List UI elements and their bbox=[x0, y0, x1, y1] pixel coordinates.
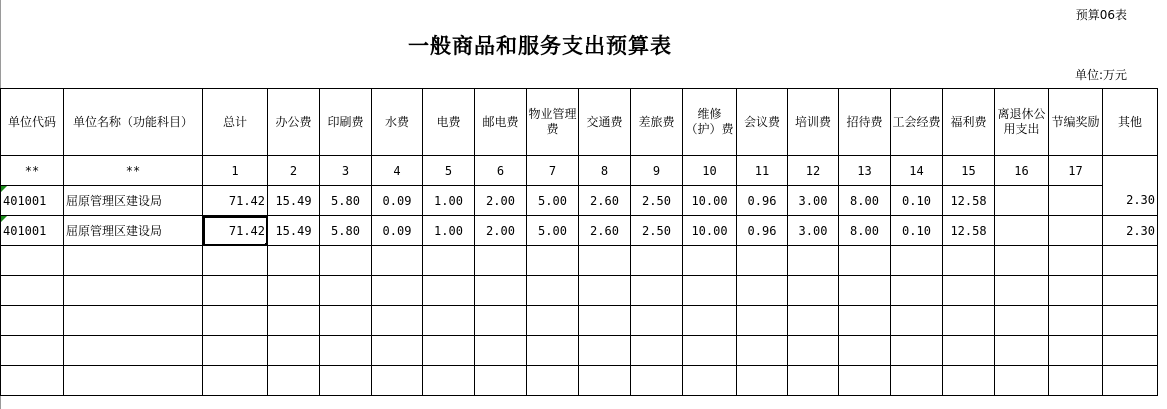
empty-cell[interactable] bbox=[631, 306, 683, 336]
cell-text: 401001 bbox=[3, 223, 47, 238]
cell-text: 71.42 bbox=[228, 223, 265, 238]
empty-cell[interactable] bbox=[683, 336, 737, 366]
cell-text: 5.00 bbox=[538, 193, 567, 208]
value-cell[interactable] bbox=[372, 216, 423, 246]
empty-cell[interactable] bbox=[1049, 276, 1103, 306]
cell-text: 2.50 bbox=[642, 223, 671, 238]
value-cell[interactable] bbox=[995, 216, 1049, 246]
empty-cell[interactable] bbox=[64, 246, 203, 276]
empty-cell[interactable] bbox=[683, 276, 737, 306]
empty-cell[interactable] bbox=[1, 276, 64, 306]
empty-cell[interactable] bbox=[1, 366, 64, 396]
empty-cell[interactable] bbox=[995, 306, 1049, 336]
empty-cell[interactable] bbox=[995, 246, 1049, 276]
column-header: 水费 bbox=[372, 89, 423, 156]
index-cell: 15 bbox=[943, 156, 995, 186]
index-cell: 10 bbox=[683, 156, 737, 186]
form-number: 预算06表 bbox=[1075, 8, 1127, 22]
cell-text: 0.10 bbox=[902, 193, 931, 208]
empty-cell[interactable] bbox=[579, 246, 631, 276]
cell-text: 8.00 bbox=[850, 193, 879, 208]
empty-cell[interactable] bbox=[1049, 336, 1103, 366]
index-cell: ** bbox=[1, 156, 64, 186]
cell-text: 3.00 bbox=[798, 193, 828, 208]
value-cell[interactable] bbox=[943, 216, 995, 246]
empty-row bbox=[1, 276, 1158, 306]
empty-cell[interactable] bbox=[1049, 306, 1103, 336]
column-header: 福利费 bbox=[943, 89, 995, 156]
empty-cell[interactable] bbox=[320, 246, 372, 276]
value-cell[interactable] bbox=[423, 186, 475, 216]
index-cell: 3 bbox=[320, 156, 372, 186]
unit-name-cell[interactable] bbox=[64, 216, 203, 246]
empty-cell[interactable] bbox=[737, 306, 788, 336]
empty-cell[interactable] bbox=[631, 366, 683, 396]
cell-text: 1.00 bbox=[434, 223, 463, 238]
empty-cell[interactable] bbox=[943, 276, 995, 306]
value-cell[interactable] bbox=[683, 216, 737, 246]
empty-cell[interactable] bbox=[579, 336, 631, 366]
column-header: 维修（护）费 bbox=[683, 89, 737, 156]
value-cell[interactable] bbox=[943, 186, 995, 216]
value-cell[interactable] bbox=[475, 216, 527, 246]
value-cell[interactable] bbox=[320, 216, 372, 246]
value-cell[interactable] bbox=[268, 186, 320, 216]
index-cell: 17 bbox=[1049, 156, 1103, 186]
unit-code-cell[interactable] bbox=[1, 186, 64, 216]
cell-text: 3.00 bbox=[798, 223, 828, 238]
empty-cell[interactable] bbox=[788, 366, 839, 396]
column-header: 物业管理费 bbox=[527, 89, 579, 156]
empty-cell[interactable] bbox=[788, 246, 839, 276]
empty-cell[interactable] bbox=[1049, 246, 1103, 276]
page-title: 一般商品和服务支出预算表 bbox=[408, 33, 672, 58]
cell-text: 2.00 bbox=[486, 223, 515, 238]
index-cell: 1 bbox=[203, 156, 268, 186]
cell-text: 0.10 bbox=[902, 223, 931, 238]
column-header: 会议费 bbox=[737, 89, 788, 156]
empty-cell[interactable] bbox=[737, 366, 788, 396]
empty-cell[interactable] bbox=[475, 246, 527, 276]
empty-cell[interactable] bbox=[203, 306, 268, 336]
cell-text: 5.80 bbox=[331, 223, 360, 238]
empty-cell[interactable] bbox=[737, 246, 788, 276]
empty-row bbox=[1, 246, 1158, 276]
value-cell[interactable] bbox=[1049, 186, 1103, 216]
value-cell[interactable] bbox=[788, 216, 839, 246]
cell-text: 2.50 bbox=[642, 193, 671, 208]
value-cell[interactable] bbox=[839, 186, 891, 216]
column-header: 离退休公用支出 bbox=[995, 89, 1049, 156]
empty-cell[interactable] bbox=[891, 306, 943, 336]
cell-text: 8.00 bbox=[850, 223, 879, 238]
value-cell[interactable] bbox=[579, 216, 631, 246]
empty-cell[interactable] bbox=[372, 336, 423, 366]
empty-cell[interactable] bbox=[943, 246, 995, 276]
empty-cell[interactable] bbox=[1103, 276, 1158, 306]
cell-text: 15.49 bbox=[275, 223, 312, 238]
empty-cell[interactable] bbox=[320, 366, 372, 396]
value-cell[interactable] bbox=[995, 186, 1049, 216]
empty-cell[interactable] bbox=[527, 366, 579, 396]
empty-cell[interactable] bbox=[372, 276, 423, 306]
column-header: 交通费 bbox=[579, 89, 631, 156]
empty-cell[interactable] bbox=[631, 246, 683, 276]
column-header: 电费 bbox=[423, 89, 475, 156]
cell-text: 401001 bbox=[3, 193, 47, 208]
empty-cell[interactable] bbox=[788, 306, 839, 336]
empty-cell[interactable] bbox=[372, 246, 423, 276]
index-cell: 5 bbox=[423, 156, 475, 186]
index-cell: 16 bbox=[995, 156, 1049, 186]
empty-cell[interactable] bbox=[527, 246, 579, 276]
empty-cell[interactable] bbox=[788, 336, 839, 366]
value-cell[interactable] bbox=[683, 186, 737, 216]
cell-text: 10.00 bbox=[691, 193, 728, 208]
index-row bbox=[1, 156, 1158, 186]
empty-cell[interactable] bbox=[839, 366, 891, 396]
column-header: 差旅费 bbox=[631, 89, 683, 156]
cell-text: 1.00 bbox=[434, 193, 463, 208]
empty-cell[interactable] bbox=[372, 306, 423, 336]
cell-text: 2.00 bbox=[486, 193, 515, 208]
value-cell[interactable] bbox=[631, 186, 683, 216]
index-cell bbox=[1103, 156, 1158, 186]
empty-row bbox=[1, 336, 1158, 366]
value-cell[interactable] bbox=[527, 186, 579, 216]
empty-cell[interactable] bbox=[268, 246, 320, 276]
value-cell[interactable] bbox=[1103, 186, 1158, 216]
empty-cell[interactable] bbox=[268, 366, 320, 396]
empty-cell[interactable] bbox=[372, 366, 423, 396]
empty-cell[interactable] bbox=[527, 306, 579, 336]
column-header: 单位代码 bbox=[1, 89, 64, 156]
empty-cell[interactable] bbox=[527, 336, 579, 366]
column-header: 其他 bbox=[1103, 89, 1158, 156]
column-header: 工会经费 bbox=[891, 89, 943, 156]
column-header: 培训费 bbox=[788, 89, 839, 156]
empty-cell[interactable] bbox=[1103, 246, 1158, 276]
empty-cell[interactable] bbox=[475, 336, 527, 366]
cell-text: 71.42 bbox=[228, 193, 265, 208]
empty-cell[interactable] bbox=[64, 366, 203, 396]
index-cell: 7 bbox=[527, 156, 579, 186]
empty-cell[interactable] bbox=[475, 366, 527, 396]
value-cell[interactable] bbox=[320, 186, 372, 216]
column-header: 总计 bbox=[203, 89, 268, 156]
value-cell[interactable] bbox=[527, 216, 579, 246]
value-cell[interactable] bbox=[891, 216, 943, 246]
empty-cell[interactable] bbox=[631, 336, 683, 366]
column-header: 邮电费 bbox=[475, 89, 527, 156]
empty-cell[interactable] bbox=[631, 276, 683, 306]
empty-cell[interactable] bbox=[475, 276, 527, 306]
empty-cell[interactable] bbox=[995, 366, 1049, 396]
error-indicator-icon bbox=[1, 216, 7, 222]
empty-cell[interactable] bbox=[579, 276, 631, 306]
empty-cell[interactable] bbox=[203, 246, 268, 276]
empty-cell[interactable] bbox=[423, 336, 475, 366]
cell-text: 0.09 bbox=[382, 223, 412, 238]
column-header: 单位名称（功能科目） bbox=[64, 89, 203, 156]
cell-text: 屈原管理区建设局 bbox=[66, 194, 163, 208]
empty-cell[interactable] bbox=[64, 336, 203, 366]
empty-cell[interactable] bbox=[1103, 366, 1158, 396]
empty-cell[interactable] bbox=[423, 366, 475, 396]
index-cell: 11 bbox=[737, 156, 788, 186]
empty-cell[interactable] bbox=[320, 306, 372, 336]
value-cell[interactable] bbox=[1103, 216, 1158, 246]
value-cell[interactable] bbox=[788, 186, 839, 216]
empty-cell[interactable] bbox=[203, 366, 268, 396]
empty-cell[interactable] bbox=[1, 246, 64, 276]
empty-cell[interactable] bbox=[683, 366, 737, 396]
value-cell[interactable] bbox=[631, 216, 683, 246]
empty-cell[interactable] bbox=[891, 246, 943, 276]
value-cell[interactable] bbox=[579, 186, 631, 216]
empty-cell[interactable] bbox=[737, 276, 788, 306]
empty-cell[interactable] bbox=[423, 246, 475, 276]
unit-name-cell[interactable] bbox=[64, 186, 203, 216]
empty-cell[interactable] bbox=[579, 306, 631, 336]
value-cell[interactable] bbox=[839, 216, 891, 246]
cell-text: 2.30 bbox=[1126, 193, 1155, 208]
empty-row bbox=[1, 366, 1158, 396]
empty-cell[interactable] bbox=[1, 336, 64, 366]
cell-text: 5.00 bbox=[538, 223, 567, 238]
empty-cell[interactable] bbox=[788, 276, 839, 306]
empty-cell[interactable] bbox=[1049, 366, 1103, 396]
empty-cell[interactable] bbox=[839, 276, 891, 306]
empty-cell[interactable] bbox=[579, 366, 631, 396]
column-header: 招待费 bbox=[839, 89, 891, 156]
empty-cell[interactable] bbox=[527, 276, 579, 306]
cell-text: 2.60 bbox=[590, 193, 619, 208]
table-row bbox=[1, 186, 1158, 216]
empty-cell[interactable] bbox=[423, 306, 475, 336]
index-cell: 12 bbox=[788, 156, 839, 186]
budget-table bbox=[0, 88, 1158, 396]
empty-row bbox=[1, 306, 1158, 336]
value-cell[interactable] bbox=[372, 186, 423, 216]
index-cell: 2 bbox=[268, 156, 320, 186]
cell-text: 12.58 bbox=[950, 193, 987, 208]
empty-cell[interactable] bbox=[1103, 336, 1158, 366]
value-cell[interactable] bbox=[737, 186, 788, 216]
cell-text: 12.58 bbox=[950, 223, 987, 238]
column-header: 节编奖励 bbox=[1049, 89, 1103, 156]
value-cell[interactable] bbox=[475, 186, 527, 216]
empty-cell[interactable] bbox=[995, 276, 1049, 306]
empty-cell[interactable] bbox=[320, 276, 372, 306]
empty-cell[interactable] bbox=[475, 306, 527, 336]
cell-text: 2.30 bbox=[1126, 223, 1155, 238]
empty-cell[interactable] bbox=[891, 336, 943, 366]
selected-cell[interactable] bbox=[203, 216, 268, 246]
empty-cell[interactable] bbox=[891, 276, 943, 306]
empty-cell[interactable] bbox=[943, 336, 995, 366]
cell-text: 0.96 bbox=[747, 193, 777, 208]
unit-label: 单位:万元 bbox=[1074, 68, 1127, 82]
index-cell: 4 bbox=[372, 156, 423, 186]
unit-code-cell[interactable] bbox=[1, 216, 64, 246]
index-cell: 8 bbox=[579, 156, 631, 186]
value-cell[interactable] bbox=[203, 186, 268, 216]
empty-cell[interactable] bbox=[943, 366, 995, 396]
value-cell[interactable] bbox=[737, 216, 788, 246]
empty-cell[interactable] bbox=[64, 276, 203, 306]
error-indicator-icon bbox=[1, 186, 7, 192]
empty-cell[interactable] bbox=[1103, 306, 1158, 336]
index-cell: 14 bbox=[891, 156, 943, 186]
empty-cell[interactable] bbox=[320, 336, 372, 366]
empty-cell[interactable] bbox=[839, 306, 891, 336]
empty-cell[interactable] bbox=[203, 336, 268, 366]
empty-cell[interactable] bbox=[737, 336, 788, 366]
empty-cell[interactable] bbox=[203, 276, 268, 306]
column-header: 印刷费 bbox=[320, 89, 372, 156]
empty-cell[interactable] bbox=[683, 306, 737, 336]
empty-cell[interactable] bbox=[268, 336, 320, 366]
empty-cell[interactable] bbox=[839, 336, 891, 366]
cell-text: 5.80 bbox=[331, 193, 360, 208]
value-cell[interactable] bbox=[268, 216, 320, 246]
index-cell: ** bbox=[64, 156, 203, 186]
empty-cell[interactable] bbox=[839, 246, 891, 276]
empty-cell[interactable] bbox=[891, 366, 943, 396]
cell-text: 15.49 bbox=[275, 193, 312, 208]
empty-cell[interactable] bbox=[1, 306, 64, 336]
index-cell: 6 bbox=[475, 156, 527, 186]
index-cell: 13 bbox=[839, 156, 891, 186]
empty-cell[interactable] bbox=[268, 276, 320, 306]
cell-text: 屈原管理区建设局 bbox=[66, 224, 163, 238]
cell-text: 0.09 bbox=[382, 193, 412, 208]
value-cell[interactable] bbox=[1049, 216, 1103, 246]
value-cell[interactable] bbox=[423, 216, 475, 246]
empty-cell[interactable] bbox=[64, 306, 203, 336]
cell-text: 10.00 bbox=[691, 223, 728, 238]
empty-cell[interactable] bbox=[943, 306, 995, 336]
index-cell: 9 bbox=[631, 156, 683, 186]
empty-cell[interactable] bbox=[268, 306, 320, 336]
empty-cell[interactable] bbox=[683, 246, 737, 276]
empty-cell[interactable] bbox=[995, 336, 1049, 366]
cell-text: 2.60 bbox=[590, 223, 619, 238]
header-row bbox=[1, 89, 1158, 156]
cell-text: 0.96 bbox=[747, 223, 777, 238]
table-row bbox=[1, 216, 1158, 246]
empty-cell[interactable] bbox=[423, 276, 475, 306]
value-cell[interactable] bbox=[891, 186, 943, 216]
column-header: 办公费 bbox=[268, 89, 320, 156]
